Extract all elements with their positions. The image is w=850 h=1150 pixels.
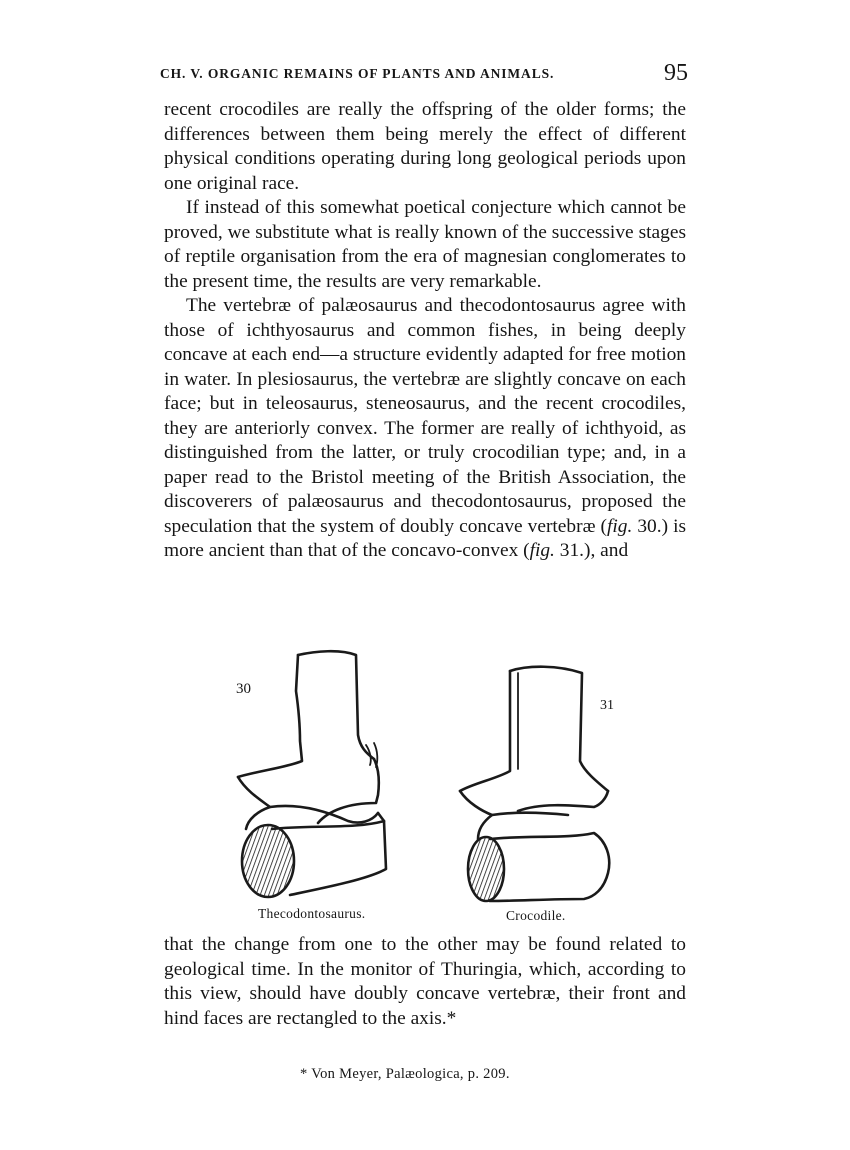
vertebrae-figure (228, 643, 628, 933)
crocodile-vertebra (460, 667, 609, 901)
footnote: * Von Meyer, Palæologica, p. 209. (300, 1066, 510, 1082)
paragraph-vertebrae-part-b: 30.) is more ancient than that of the concavo-convex ( (164, 515, 686, 561)
paragraph-continuation: that the change from one to the other may be found related to geological time. In the monitor of Thuringia, which, according to this view, should have doubly concave vertebræ, their front and hind faces are rectangled to the axis.* (164, 934, 686, 1029)
fig-31-reference: fig. (529, 540, 555, 561)
paragraph-vertebrae-part-a: The vertebræ of palæosaurus and thecodontosaurus agree with those of ichthyosaurus and common fishes, in being deeply concave at each end—a structure evidently adapted for free motion in water. In plesiosaurus, the vertebræ are slightly concave on each face; but in teleosaurus, steneosaurus, and the recent crocodiles, they are anteriorly convex. The former are really of ichthyoid, as distinguished from the latter, or truly crocodilian type; and, in a paper read to the Bristol meeting of the British Association, the discoverers of palæosaurus and thecodontosaurus, proposed the speculation that the system of doubly concave vertebræ ( (164, 295, 686, 537)
page-number: 95 (664, 60, 688, 86)
figure-30-number: 30 (236, 681, 251, 697)
figure-30-caption: Thecodontosaurus. (258, 906, 366, 921)
vertebrae-illustration (228, 643, 628, 933)
paragraph-vertebrae (164, 294, 686, 564)
figure-31-caption: Crocodile. (506, 908, 566, 923)
paragraph-conjecture: If instead of this somewhat poetical conjecture which cannot be proved, we substitute what is really known of the successive stages of reptile organisation from the era of magnesian conglomerates to the present time, the results are very remarkable. (164, 197, 686, 292)
text-block-bottom (164, 933, 686, 1031)
text-block-top (164, 98, 686, 564)
fig-30-reference: fig. (606, 515, 633, 537)
thecodontosaurus-vertebra (238, 651, 386, 897)
running-head (158, 60, 688, 90)
paragraph-vertebrae-part-c: 31.), and (554, 540, 629, 561)
paragraph-continued: recent crocodiles are really the offspring of the older forms; the differences between them being merely the effect of different physical conditions operating during long geological periods upon one original race. (164, 99, 686, 194)
chapter-heading: CH. V. ORGANIC REMAINS OF PLANTS AND ANIMALS. (160, 66, 555, 81)
figure-31-number: 31 (600, 698, 614, 713)
